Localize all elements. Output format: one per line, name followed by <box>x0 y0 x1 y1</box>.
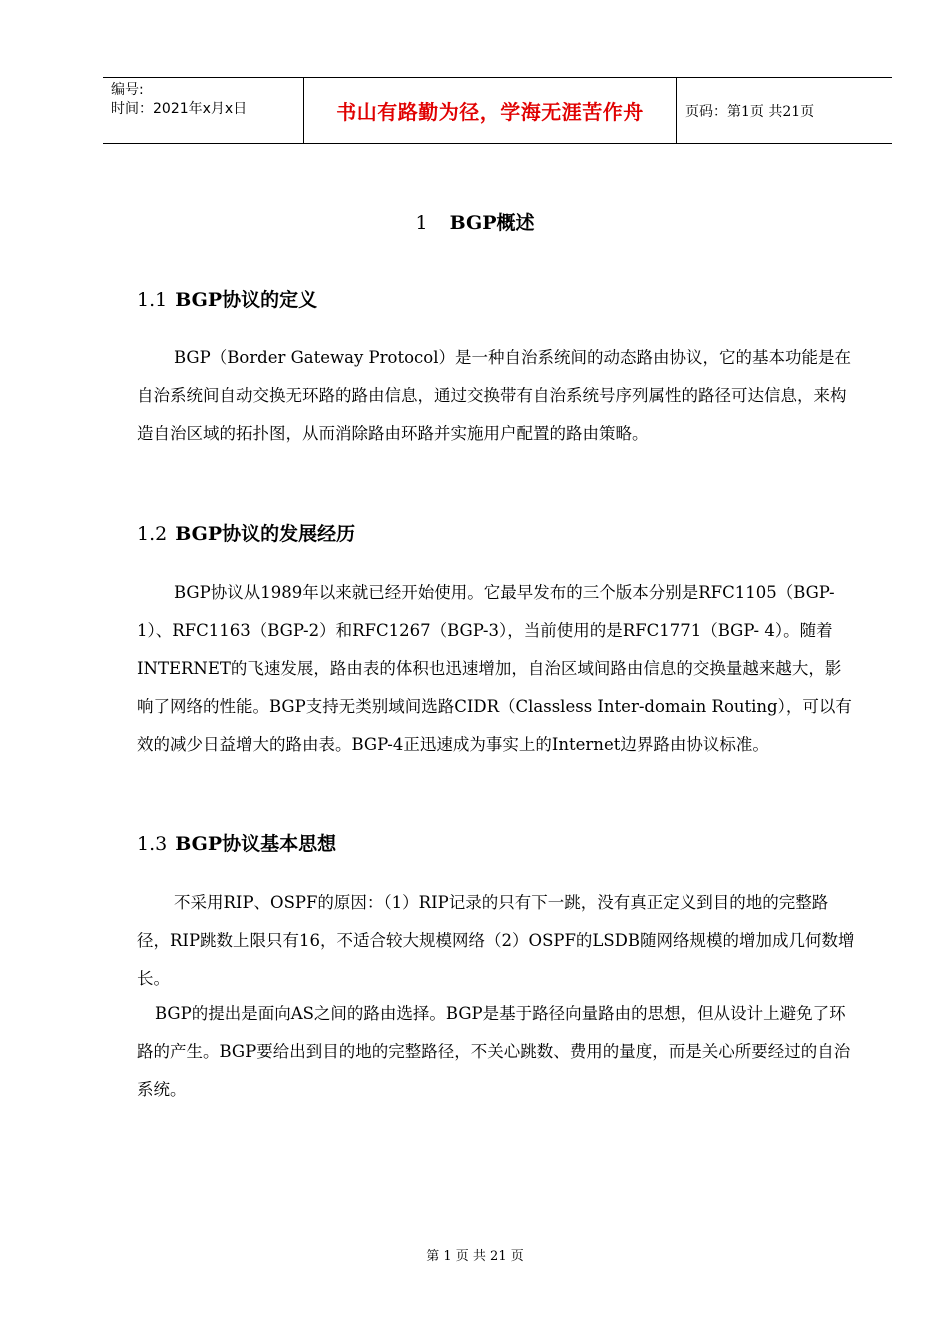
section-title: BGP协议的发展经历 <box>175 523 356 545</box>
chapter-title-text: BGP概述 <box>449 212 535 234</box>
section-number: 1.3 <box>137 833 168 855</box>
section-heading-1-2 <box>137 519 355 546</box>
chapter-title <box>0 208 950 235</box>
section-1-1-paragraph: BGP（Border Gateway Protocol）是一种自治系统间的动态路由协议，它的基本功能是在自治系统间自动交换无环路的路由信息，通过交换带有自治系统号序列属性的路径可达信息，来构造自治区域的拓扑图，从而消除路由环路并实施用户配置的路由策略。 <box>137 348 851 443</box>
section-heading-1-1 <box>137 285 317 312</box>
section-heading-1-3 <box>137 829 336 856</box>
header-page-info: 页码：第1页 共21页 <box>685 103 815 120</box>
header-meta <box>103 78 304 143</box>
date-label: 时间：2021年x月x日 <box>111 101 248 117</box>
page-header <box>103 77 892 144</box>
section-1-3-paragraph-2: BGP的提出是面向AS之间的路由选择。BGP是基于路径向量路由的思想，但从设计上避免了环路的产生。BGP要给出到目的地的完整路径，不关心跳数、费用的量度，而是关心所要经过的自治系统。 <box>137 1004 851 1099</box>
section-number: 1.2 <box>137 523 168 545</box>
serial-label: 编号: <box>111 82 144 98</box>
header-motto: 书山有路勤为径，学海无涯苦作舟 <box>336 100 644 124</box>
section-title: BGP协议的定义 <box>175 289 318 311</box>
section-1-2-paragraph: BGP协议从1989年以来就已经开始使用。它最早发布的三个版本分别是RFC1105（BGP-1）、RFC1163（BGP-2）和RFC1267（BGP-3），当前使用的是RFC1771（BGP- 4）。随着INTERNET的飞速发展，路由表的体积也迅速增加，自治区域间路由信息的交换量越来越大，影响了网络的性能。BGP支持无类别域间选路CIDR（Classless Inter-domain Routing），可以有效的减少日益增大的路由表。BGP-4正迅速成为事实上的Internet边界路由协议标准。 <box>137 583 852 754</box>
header-motto-cell <box>304 78 677 143</box>
section-1-3-paragraph-1: 不采用RIP、OSPF的原因：（1）RIP记录的只有下一跳，没有真正定义到目的地的完整路径，RIP跳数上限只有16，不适合较大规模网络（2）OSPF的LSDB随网络规模的增加成几何数增长。 <box>137 893 855 988</box>
section-number: 1.1 <box>137 289 168 311</box>
section-title: BGP协议基本思想 <box>175 833 337 855</box>
page-footer: 第 1 页 共 21 页 <box>426 1249 524 1264</box>
chapter-number: 1 <box>415 212 428 234</box>
